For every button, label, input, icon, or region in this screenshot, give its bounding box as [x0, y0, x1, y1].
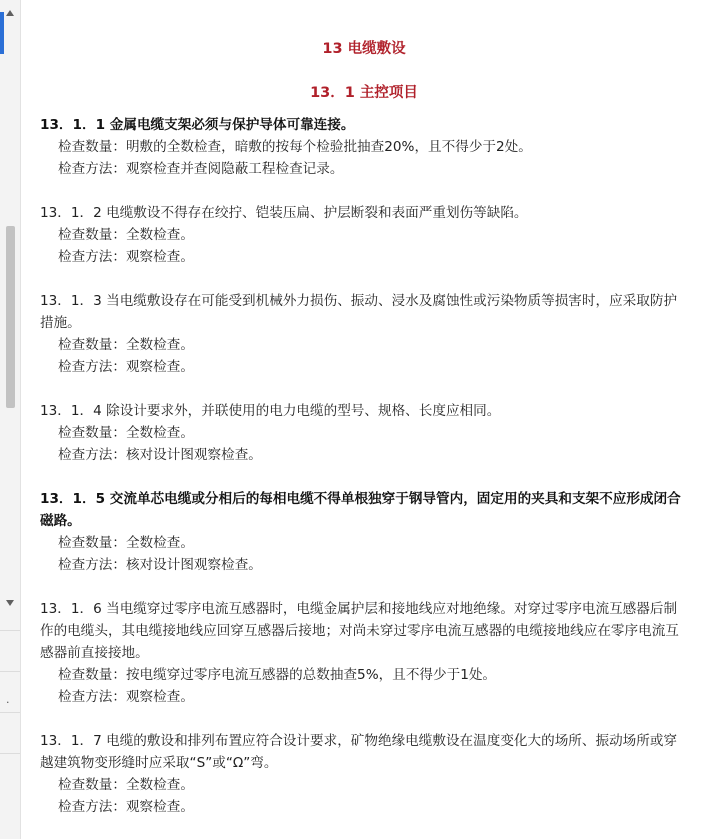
- clause-title: 13．1．5 交流单芯电缆或分相后的每相电缆不得单根独穿于钢导管内，固定用的夹具和支架不应形成闭合磁路。: [40, 491, 681, 529]
- scroll-down-icon[interactable]: [6, 600, 14, 606]
- check-method: 检查方法：核对设计图观察检查。: [58, 557, 262, 573]
- clause-title: 13．1．4 除设计要求外，并联使用的电力电缆的型号、规格、长度应相同。: [40, 403, 501, 419]
- clause-13-1-7: [40, 730, 688, 818]
- chapter-title: 13 电缆敷设: [322, 41, 406, 57]
- clause-title: 13．1．2 电缆敷设不得存在绞拧、铠装压扁、护层断裂和表面严重划伤等缺陷。: [40, 205, 528, 221]
- check-method: 检查方法：观察检查。: [58, 249, 194, 265]
- scroll-up-icon[interactable]: [6, 10, 14, 16]
- clause-title: 13．1．7 电缆的敷设和排列布置应符合设计要求，矿物绝缘电缆敷设在温度变化大的场所、振动场所或穿越建筑物变形缝时应采取“S”或“Ω”弯。: [40, 733, 678, 771]
- clause-13-1-4: [40, 400, 688, 466]
- check-quantity: 检查数量：全数检查。: [58, 777, 194, 793]
- check-method: 检查方法：观察检查。: [58, 359, 194, 375]
- scroll-thumb[interactable]: [6, 226, 15, 408]
- clause-13-1-1: [40, 114, 688, 180]
- check-method: 检查方法：核对设计图观察检查。: [58, 447, 262, 463]
- check-quantity: 检查数量：全数检查。: [58, 425, 194, 441]
- clause-title: 13．1．6 当电缆穿过零序电流互感器时，电缆金属护层和接地线应对地绝缘。对穿过零序电流互感器后制作的电缆头，其电缆接地线应回穿互感器后接地；对尚未穿过零序电流互感器的电缆接地线应在零序电流互感器前直接接地。: [40, 601, 679, 661]
- side-dividers: [0, 630, 20, 794]
- side-panel: [0, 0, 21, 839]
- check-quantity: 检查数量：按电缆穿过零序电流互感器的总数抽查5%，且不得少于1处。: [58, 667, 497, 683]
- divider: [0, 630, 20, 631]
- divider: [0, 712, 20, 713]
- ellipsis-icon: ·: [6, 696, 10, 709]
- scrollbar[interactable]: [2, 8, 16, 608]
- check-method: 检查方法：观察检查。: [58, 689, 194, 705]
- check-quantity: 检查数量：全数检查。: [58, 535, 194, 551]
- document-body: [40, 38, 688, 839]
- clause-13-1-6: [40, 598, 688, 708]
- clause-13-1-5: [40, 488, 688, 576]
- divider: [0, 753, 20, 754]
- check-quantity: 检查数量：明敷的全数检查，暗敷的按每个检验批抽查20%，且不得少于2处。: [58, 139, 532, 155]
- check-method: 检查方法：观察检查。: [58, 799, 194, 815]
- section-title: 13．1 主控项目: [310, 85, 418, 101]
- clause-title: 13．1．1 金属电缆支架必须与保护导体可靠连接。: [40, 117, 355, 133]
- check-quantity: 检查数量：全数检查。: [58, 227, 194, 243]
- divider: [0, 671, 20, 672]
- clause-13-1-2: [40, 202, 688, 268]
- clause-13-1-3: [40, 290, 688, 378]
- check-quantity: 检查数量：全数检查。: [58, 337, 194, 353]
- clause-title: 13．1．3 当电缆敷设存在可能受到机械外力损伤、振动、浸水及腐蚀性或污染物质等损害时，应采取防护措施。: [40, 293, 678, 331]
- check-method: 检查方法：观察检查并查阅隐蔽工程检查记录。: [58, 161, 344, 177]
